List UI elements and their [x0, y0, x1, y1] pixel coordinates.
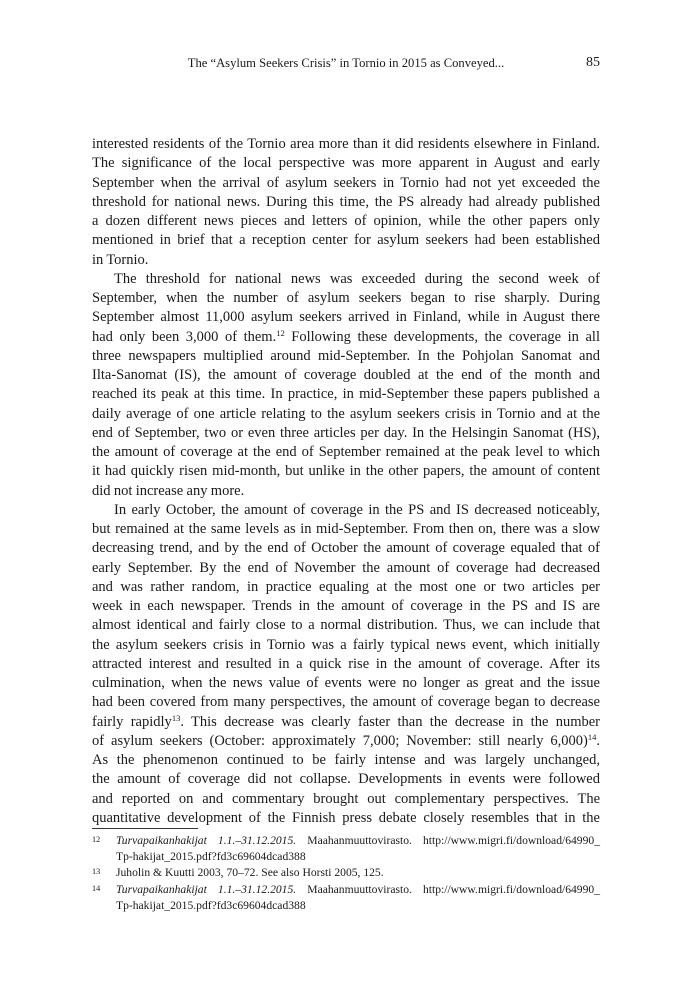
- footnote-source-title: Turvapaikanhakijat 1.1.–31.12.2015.: [116, 834, 297, 847]
- text-line: almost identical and fairly close to a normal distribution. Thus, we can include that: [92, 617, 600, 634]
- text-line: September when the arrival of asylum seekers in Tornio had not yet exceeded the: [92, 174, 600, 191]
- footnote-source-rest: Maahanmuuttovirasto. http://www.migri.fi/download/64990_: [296, 834, 600, 847]
- text-line: quantitative development of the Finnish press debate closely resembles that in the: [92, 809, 600, 826]
- paragraph-1: [92, 135, 600, 270]
- footnote-line: Juholin & Kuutti 2003, 70–72. See also Horsti 2005, 125.: [116, 866, 384, 880]
- text-line: reached its peak at this time. In practice, in mid-September these papers published a: [92, 386, 600, 403]
- text-line: daily average of one article relating to the asylum seekers crisis in Tornio and at the: [92, 405, 600, 422]
- text-line: and reported on and commentary brought out complementary perspectives. The: [92, 790, 600, 807]
- text-line: mentioned in brief that a reception center for asylum seekers had been established: [92, 232, 600, 249]
- text-line: three newspapers multiplied around mid-September. In the Pohjolan Sanomat and: [92, 347, 600, 364]
- text-line: interested residents of the Tornio area more than it did residents elsewhere in Finland.: [92, 136, 600, 152]
- text-line: attracted interest and resulted in a quick rise in the amount of coverage. After its: [92, 655, 600, 672]
- footnote-number: 12: [92, 835, 101, 844]
- text-line: a dozen different news pieces and letters of opinion, while the other papers only: [92, 213, 600, 229]
- text-line: September, when the number of asylum seekers began to rise sharply. During: [92, 290, 600, 306]
- text-fragment: Following these developments, the coverage in all: [284, 328, 600, 345]
- footnote-number: 14: [92, 883, 101, 893]
- text-fragment: of asylum seekers (October: approximately 7,000; November: still nearly 6,000): [92, 732, 588, 749]
- text-line: The threshold for national news was exceeded during the second week of: [114, 270, 600, 287]
- paragraph-2: [92, 270, 600, 501]
- text-fragment: . This decrease was clearly faster than the decrease in the number: [180, 713, 601, 730]
- footnote-line: Tp-hakijat_2015.pdf?fd3c69604dcad388: [116, 898, 306, 912]
- running-title: The “Asylum Seekers Crisis” in Tornio in 2015 as Conveyed...: [187, 56, 505, 70]
- text-line: week in each newspaper. Trends in the amount of coverage in the PS and IS are: [92, 598, 600, 614]
- footnote-source-title: Turvapaikanhakijat 1.1.–31.12.2015.: [116, 882, 297, 896]
- text-line: early September. By the end of November the amount of coverage had decreased: [92, 559, 600, 576]
- footnote-13: [92, 865, 600, 881]
- text-line: Ilta-Sanomat (IS), the amount of coverage doubled at the end of the month and: [92, 367, 600, 383]
- text-fragment: fairly rapidly: [92, 713, 172, 730]
- text-line: The significance of the local perspective was more apparent in August and early: [92, 155, 600, 172]
- text-line: but remained at the same levels as in mid-September. From then on, there was a slow: [92, 521, 600, 537]
- text-line: culmination, when the news value of events were no longer as great and the issue: [92, 675, 600, 691]
- text-line: it had quickly risen mid-month, but unlike in the other papers, the amount of content: [92, 463, 600, 480]
- text-line: the amount of coverage did not collapse. Developments in events were followed: [92, 771, 600, 788]
- text-line: [92, 328, 600, 347]
- text-line: In early October, the amount of coverage in the PS and IS decreased noticeably,: [114, 501, 600, 518]
- footnote-number: 13: [92, 867, 101, 877]
- footnote-ref-12: 12: [276, 327, 285, 338]
- text-line: did not increase any more.: [92, 482, 245, 499]
- footnote-divider: [92, 828, 198, 829]
- text-line: decreasing trend, and by the end of October the amount of coverage equaled that of: [92, 540, 600, 557]
- text-line: the amount of coverage at the end of September remained at the peak level to which: [92, 444, 600, 460]
- footnote-ref-14: 14: [587, 731, 597, 742]
- text-line: threshold for national news. During this time, the PS already had already published: [92, 193, 600, 210]
- text-line: the asylum seekers crisis in Tornio was a fairly typical news event, which initially: [92, 636, 600, 653]
- text-line: in Tornio.: [92, 251, 149, 268]
- footnote-14: [92, 882, 600, 914]
- running-header: [92, 55, 600, 75]
- text-line: had been covered from many perspectives, the amount of coverage began to decrease: [92, 694, 600, 711]
- text-line: [92, 713, 600, 732]
- page-number: 85: [586, 55, 600, 70]
- body-text: [92, 135, 600, 828]
- footnote-12: [92, 833, 600, 865]
- footnote-line: [116, 833, 600, 849]
- text-fragment: had only been 3,000 of them.: [92, 328, 277, 345]
- text-line: September almost 11,000 asylum seekers arrived in Finland, while in August there: [92, 309, 600, 326]
- footnote-ref-13: 13: [171, 712, 181, 723]
- text-line: end of September, two or even three articles per day. In the Helsingin Sanomat (HS),: [92, 424, 600, 441]
- text-line: and was rather random, in practice equaling at the most one or two articles per: [92, 578, 600, 595]
- text-line: As the phenomenon continued to be fairly intense and was largely unchanged,: [92, 752, 600, 768]
- footnote-line: Tp-hakijat_2015.pdf?fd3c69604dcad388: [116, 850, 306, 864]
- text-fragment: .: [596, 732, 600, 749]
- text-line: [92, 732, 600, 751]
- footnote-source-rest: Maahanmuuttovirasto. http://www.migri.fi/download/64990_: [296, 882, 600, 896]
- footnotes: [92, 833, 600, 914]
- footnote-line: [116, 882, 600, 898]
- paragraph-3: [92, 501, 600, 828]
